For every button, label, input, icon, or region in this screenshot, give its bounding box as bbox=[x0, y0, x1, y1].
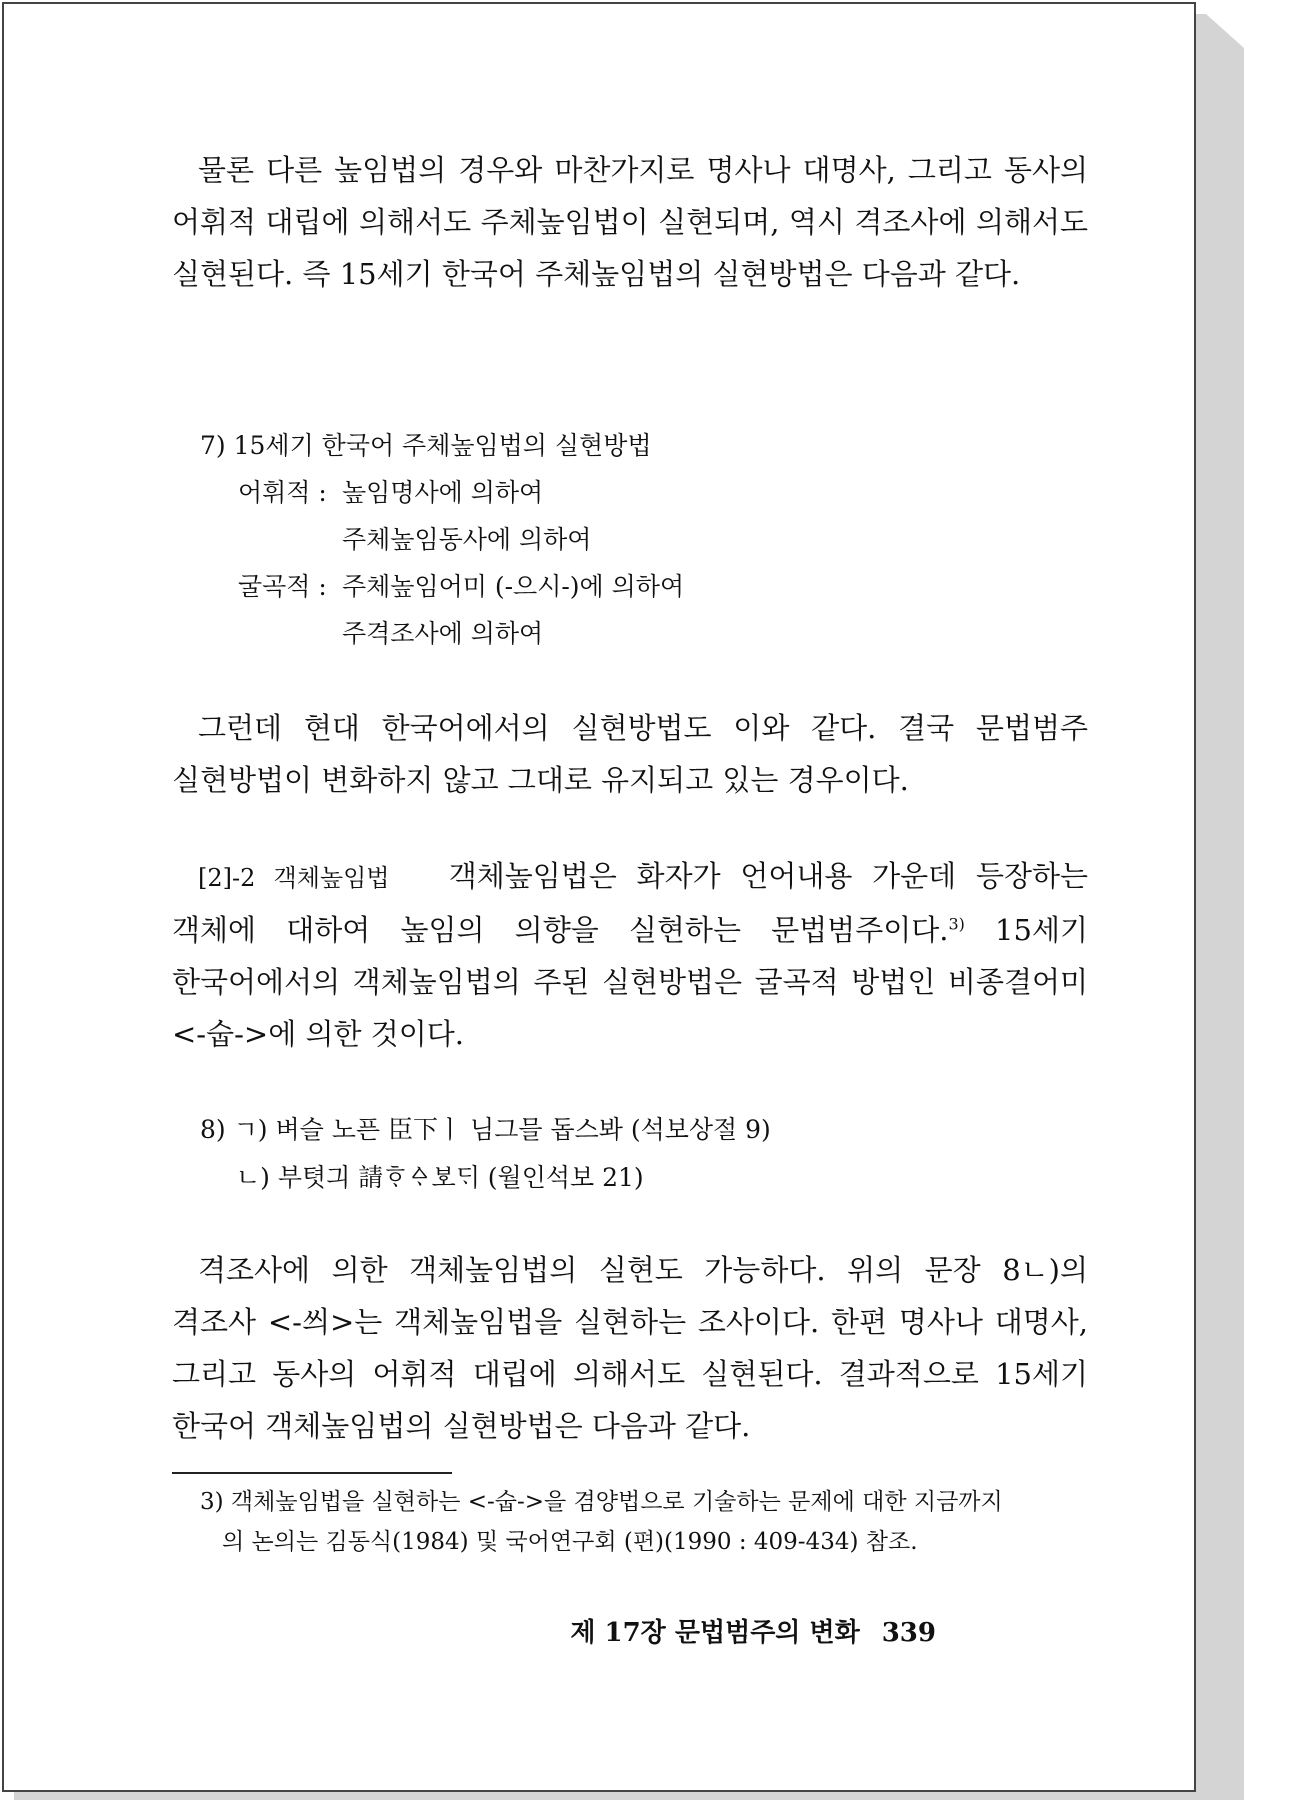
book-page bbox=[2, 2, 1196, 1792]
running-footer bbox=[570, 1612, 936, 1649]
paragraph-case-particle: 격조사에 의한 객체높임법의 실현도 가능하다. 위의 문장 8ㄴ)의 격조사 <-씌>는 객체높임법을 실현하는 조사이다. 한편 명사나 대명사, 그리고 동사의 어휘적 대립에 의해서도 실현된다. 결과적으로 15세기 한국어 객체높임법의 실현방법은 다음과 같다. bbox=[172, 1253, 1088, 1443]
paragraph-object-honorific-text-after: 15세기 한국어에서의 객체높임법의 주된 실현방법은 굴곡적 방법인 비종결어미 <-숩->에 의한 것이다. bbox=[172, 913, 1088, 1051]
page-number: 339 bbox=[881, 1618, 936, 1648]
footnote bbox=[200, 1482, 1088, 1562]
list-subject-honorific-methods bbox=[200, 422, 684, 657]
list-line-lexical bbox=[200, 469, 684, 516]
footnote-line-1: 3) 객체높임법을 실현하는 <-숩->을 겸양법으로 기술하는 문제에 대한 지금까지 bbox=[200, 1489, 1003, 1515]
section-label: [2]-2 객체높임법 bbox=[198, 864, 390, 892]
footnote-line-2: 의 논의는 김동식(1984) 및 국어연구회 (편)(1990 : 409-434) 참조. bbox=[222, 1529, 918, 1555]
paragraph-object-honorific-text: 객체높임법은 화자가 언어내용 가운데 등장하는 객체에 대하여 높임의 의향을 실현하는 문법범주이다. bbox=[172, 859, 1088, 947]
paragraph-modern-korean: 그런데 현대 한국어에서의 실현방법도 이와 같다. 결국 문법범주 실현방법이 변화하지 않고 그대로 유지되고 있는 경우이다. bbox=[172, 711, 1088, 797]
list-item-inflectional-2: 주격조사에 의하여 bbox=[342, 619, 544, 648]
list-heading: 7) 15세기 한국어 주체높임법의 실현방법 bbox=[200, 431, 652, 460]
chapter-title: 제 17장 문법범주의 변화 bbox=[570, 1618, 860, 1648]
example-8a: 8) ㄱ) 벼슬 노픈 臣下ㅣ 님그믈 돕스봐 (석보상절 9) bbox=[200, 1115, 771, 1144]
list-label-lexical: 어휘적 : bbox=[238, 478, 327, 507]
footnote-divider bbox=[172, 1472, 452, 1474]
list-item-lexical-2: 주체높임동사에 의하여 bbox=[342, 525, 592, 554]
list-item-lexical-1: 높임명사에 의하여 bbox=[342, 478, 544, 507]
list-line-inflectional bbox=[200, 563, 684, 610]
example-8b: ㄴ) 부텻긔 請ᄒᆞᅀᆞᄫᅩᄃᆡ (월인석보 21) bbox=[236, 1163, 644, 1192]
footnote-marker: 3) bbox=[948, 914, 965, 934]
paragraph-object-honorific bbox=[172, 850, 1088, 1060]
list-item-inflectional-1: 주체높임어미 (-으시-)에 의하여 bbox=[342, 572, 685, 601]
list-label-inflectional: 굴곡적 : bbox=[238, 572, 327, 601]
paragraph-subject-honorific-intro: 물론 다른 높임법의 경우와 마찬가지로 명사나 대명사, 그리고 동사의 어휘적 대립에 의해서도 주체높임법이 실현되며, 역시 격조사에 의해서도 실현된다. 즉 15세기 한국어 주체높임법의 실현방법은 다음과 같다. bbox=[172, 153, 1088, 291]
